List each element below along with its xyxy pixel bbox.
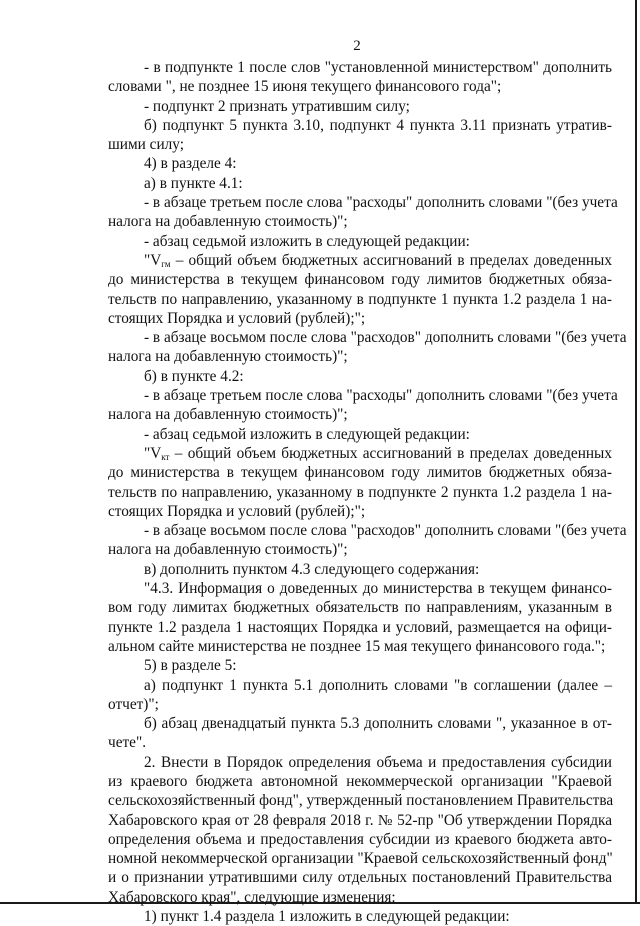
text-line: 4) в разделе 4:	[144, 155, 237, 173]
formula-text: – общий объем бюджетных ассигнований в пределах доведенных	[170, 251, 612, 269]
text-line: стоящих Порядка и условий (рублей);";	[108, 502, 366, 520]
text-line: - в абзаце восьмом после слова "расходов" дополнить словами "(без учета	[144, 329, 627, 347]
text-line: и о признании утратившими силу отдельных постановлений Правительства	[108, 869, 612, 887]
text-line: словами ", не позднее 15 июня текущего финансового года";	[108, 78, 502, 96]
text-line	[108, 251, 612, 270]
text-line: - абзац седьмой изложить в следующей редакции:	[144, 232, 470, 250]
text-line: б) подпункт 5 пункта 3.10, подпункт 4 пункта 3.11 признать утратив-	[144, 116, 612, 134]
text-line: стоящих Порядка и условий (рублей);";	[108, 309, 366, 327]
page-edge-right	[635, 0, 637, 904]
text-line: - в абзаце третьем после слова "расходы" дополнить словами "(без учета	[144, 194, 618, 212]
formula-subscript: гм	[161, 258, 171, 269]
text-line: альном сайте министерства не позднее 15 мая текущего финансового года.";	[108, 637, 606, 655]
document-body	[108, 58, 627, 926]
text-line: Хабаровского края от 28 февраля 2018 г. № 52-пр "Об утверждении Порядка	[108, 811, 612, 829]
text-line: налога на добавленную стоимость)";	[108, 406, 348, 424]
text-line: шими силу;	[108, 136, 184, 154]
text-line: до министерства в текущем финансовом году лимитов бюджетных обяза-	[108, 271, 612, 289]
text-line	[108, 444, 612, 463]
text-line: номной некоммерческой организации "Краевой сельскохозяйственный фонд"	[108, 850, 613, 868]
text-line: 2. Внести в Порядок определения объема и предоставления субсидии	[144, 753, 612, 771]
text-line: а) подпункт 1 пункта 5.1 дополнить словами "в соглашении (далее –	[144, 676, 612, 694]
text-line: пункте 1.2 раздела 1 настоящих Порядка и условий, размещается на офици-	[108, 618, 612, 636]
text-line: - в абзаце третьем после слова "расходы" дополнить словами "(без учета	[144, 387, 618, 405]
text-line: - в подпункте 1 после слов "установленной министерством" дополнить	[144, 59, 612, 76]
page-number: 2	[353, 38, 361, 54]
text-line: отчет)";	[108, 695, 159, 713]
text-line: чете".	[108, 734, 147, 752]
text-line: - абзац седьмой изложить в следующей редакции:	[144, 425, 470, 443]
text-line: вом году лимитах бюджетных обязательств по направлениям, указанным в	[108, 599, 612, 617]
text-line: в) дополнить пунктом 4.3 следующего содержания:	[144, 560, 480, 578]
text-line: сельскохозяйственный фонд", утвержденный постановлением Правительства	[108, 792, 614, 810]
text-line: налога на добавленную стоимость)";	[108, 541, 348, 559]
text-line: 1) пункт 1.4 раздела 1 изложить в следующей редакции:	[144, 908, 510, 926]
text-line: б) абзац двенадцатый пункта 5.3 дополнить словами ", указанное в от-	[144, 715, 612, 733]
formula-symbol: "V	[144, 251, 162, 269]
text-line: до министерства в текущем финансовом году лимитов бюджетных обяза-	[108, 464, 612, 482]
formula-subscript: кт	[161, 451, 170, 462]
text-line: налога на добавленную стоимость)";	[108, 213, 348, 231]
text-line: - подпункт 2 признать утратившим силу;	[144, 97, 410, 115]
text-line: из краевого бюджета автономной некоммерческой организации "Краевой	[108, 772, 612, 790]
formula-text: – общий объем бюджетных ассигнований в пределах доведенных	[169, 444, 612, 462]
text-line: определения объема и предоставления субсидии из краевого бюджета авто-	[108, 830, 612, 848]
text-line: - в абзаце восьмом после слова "расходов" дополнить словами "(без учета	[144, 522, 627, 540]
text-line: 5) в разделе 5:	[144, 657, 237, 675]
text-line: а) в пункте 4.1:	[144, 174, 243, 192]
text-line: тельств по направлению, указанному в подпункте 2 пункта 1.2 раздела 1 на-	[108, 483, 612, 501]
text-line: б) в пункте 4.2:	[144, 367, 244, 385]
text-line: "4.3. Информация о доведенных до министерства в текущем финансо-	[144, 580, 612, 598]
text-line: налога на добавленную стоимость)";	[108, 348, 348, 366]
text-line: тельств по направлению, указанному в подпункте 1 пункта 1.2 раздела 1 на-	[108, 290, 612, 308]
text-line: Хабаровского края", следующие изменения:	[108, 888, 396, 906]
formula-symbol: "V	[144, 444, 162, 462]
